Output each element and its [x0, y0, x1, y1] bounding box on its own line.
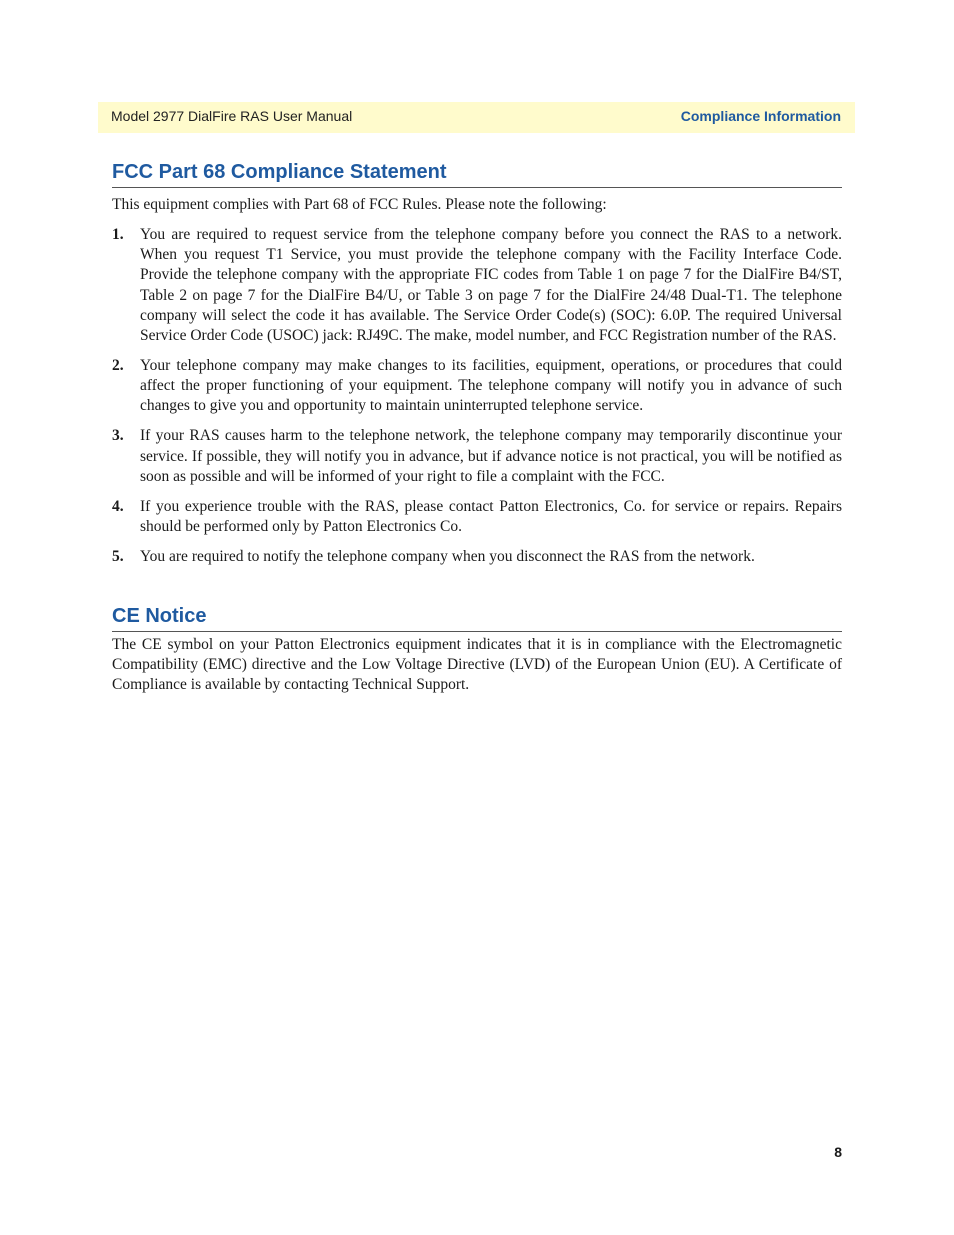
list-item	[112, 426, 842, 487]
list-number: 4.	[112, 497, 124, 515]
list-item	[112, 356, 842, 417]
fcc-intro: This equipment complies with Part 68 of FCC Rules. Please note the following:	[112, 196, 607, 213]
list-number: 2.	[112, 357, 124, 375]
ce-section	[112, 604, 842, 696]
list-number: 3.	[112, 427, 124, 445]
fcc-heading: FCC Part 68 Compliance Statement	[112, 160, 842, 188]
list-item	[112, 547, 842, 567]
list-text: You are required to notify the telephone company when you disconnect the RAS from the network.	[140, 548, 755, 566]
fcc-section	[112, 160, 842, 577]
fcc-list	[112, 225, 842, 567]
page-number: 8	[834, 1144, 842, 1160]
list-text: You are required to request service from the telephone company before you connect the RAS to a network. When you request T1 Service, you must provide the telephone company with the Facility Interface Code. Provide the telephone company with the appropriate FIC codes from Table 1 on page 7 for the DialFire B4/ST, Table 2 on page 7 for the DialFire B4/U, or Table 3 on page 7 for the DialFire 24/48 Dual-T1. The telephone company will select the code it has available. The Service Order Code(s) (SOC): 6.0P. The required Universal Service Order Code (USOC) jack: RJ49C. The make, model number, and FCC Registration number of the RAS.	[140, 226, 842, 345]
running-header	[98, 102, 855, 133]
list-number: 1.	[112, 226, 124, 243]
list-item	[112, 497, 842, 537]
list-text: If your RAS causes harm to the telephone network, the telephone company may temporarily discontinue your service. If possible, they will notify you in advance, but if advance notice is not practical, you will be notified as soon as possible and will be informed of your right to file a complaint with the FCC.	[140, 427, 842, 485]
manual-title: Model 2977 DialFire RAS User Manual	[111, 108, 353, 124]
list-text: Your telephone company may make changes to its facilities, equipment, operations, or procedures that could affect the proper functioning of your equipment. The telephone company will notify you in advance of such changes to give you and opportunity to maintain uninterrupted telephone service.	[140, 357, 842, 415]
list-text: If you experience trouble with the RAS, please contact Patton Electronics, Co. for service or repairs. Repairs should be performed only by Patton Electronics Co.	[140, 497, 842, 536]
chapter-title: Compliance Information	[680, 108, 841, 124]
list-item	[112, 225, 842, 346]
ce-body: The CE symbol on your Patton Electronics equipment indicates that it is in compliance with the Electromagnetic Compatibility (EMC) directive and the Low Voltage Directive (LVD) of the European Union (EU). A Certificate of Compliance is available by contacting Technical Support.	[112, 636, 842, 694]
ce-heading: CE Notice	[112, 604, 842, 632]
list-number: 5.	[112, 548, 124, 566]
